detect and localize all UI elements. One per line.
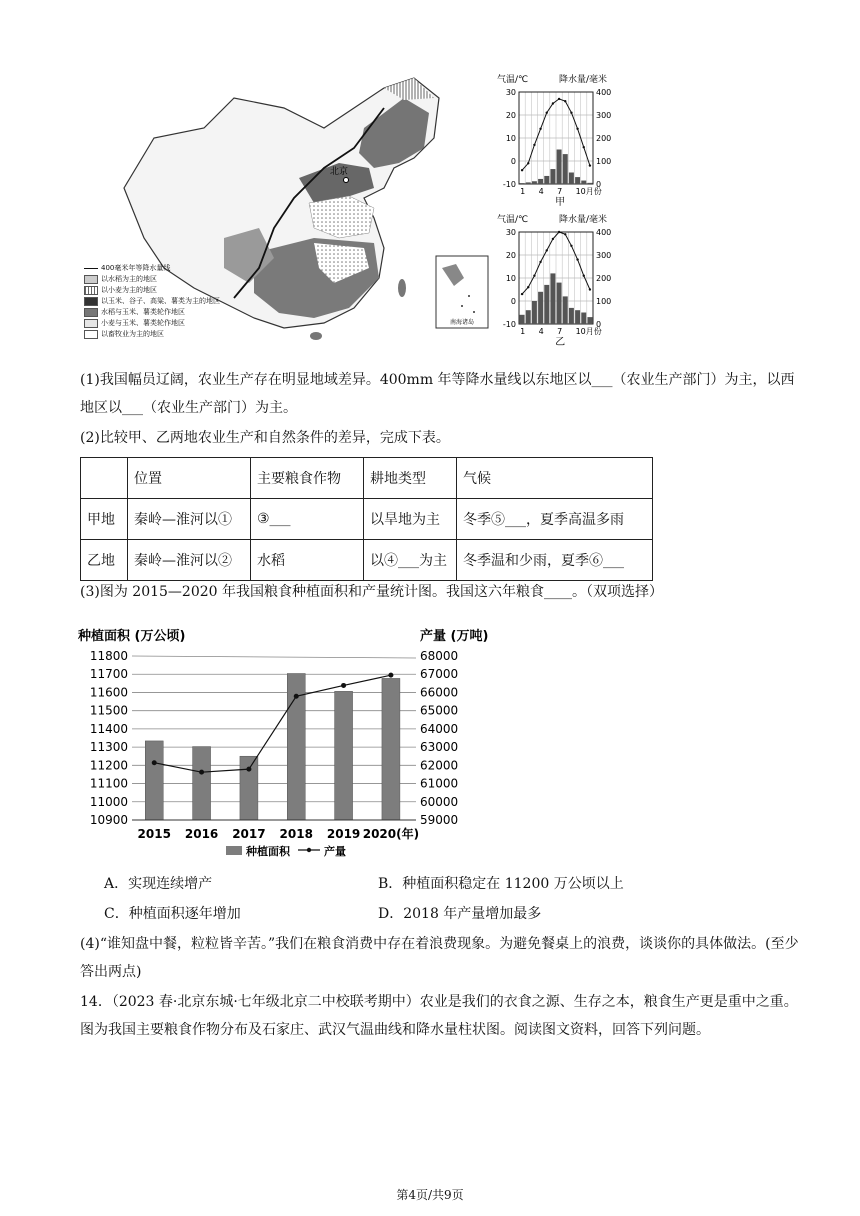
temperature-point xyxy=(533,144,535,146)
left-axis-tick: 11800 xyxy=(89,649,128,663)
question-1: (1)我国幅员辽阔，农业生产存在明显地域差异。400mm 年等降水量线以东地区以___（农业生产部门）为主，以西地区以___（农业生产部门）为主。 xyxy=(80,372,795,416)
temperature-point xyxy=(576,258,578,260)
temperature-point xyxy=(558,98,560,100)
question-2: (2)比较甲、乙两地农业生产和自然条件的差异，完成下表。 xyxy=(80,430,450,446)
area-bar xyxy=(335,691,353,820)
precipitation-bar xyxy=(575,177,580,184)
legend-production-dot xyxy=(307,848,311,852)
right-axis-tick: 59000 xyxy=(420,813,459,827)
left-axis-tick: 10900 xyxy=(89,813,128,827)
precipitation-bar xyxy=(538,292,543,324)
left-axis-tick: 11000 xyxy=(89,794,128,809)
left-axis-tick: 11500 xyxy=(89,703,128,718)
temperature-point xyxy=(521,169,523,171)
area-bar xyxy=(382,678,400,820)
precipitation-tick: 200 xyxy=(596,134,612,143)
month-tick: 10月份 xyxy=(575,187,602,196)
precipitation-tick: 400 xyxy=(596,88,612,97)
right-axis-tick: 61000 xyxy=(420,776,459,791)
left-axis-tick: 11600 xyxy=(89,685,128,700)
legend-item-isohyet: 400毫米年等降水量线 xyxy=(84,263,244,274)
precipitation-axis-title: 降水量/毫米 xyxy=(559,75,608,85)
table-cell: 秦岭—淮河以② xyxy=(128,540,251,581)
question-14: 14．（2023 春·北京东城·七年级北京二中校联考期中）农业是我们的衣食之源、生存之本，粮食生产更是重中之重。图为我国主要粮食作物分布及石家庄、武汉气温曲线和降水量柱状图。阅读图文资料，回答下列问题。 xyxy=(80,994,798,1038)
precipitation-bar xyxy=(538,179,543,184)
right-axis-tick: 62000 xyxy=(420,758,459,773)
temperature-point xyxy=(576,128,578,130)
x-axis-tick: 2017 xyxy=(232,827,266,841)
legend-area-label: 种植面积 xyxy=(246,845,290,858)
temperature-tick: 10 xyxy=(505,134,516,143)
temperature-point xyxy=(546,112,548,114)
page-footer: 第4页/共9页 xyxy=(396,1188,464,1202)
temperature-tick: 10 xyxy=(505,274,516,283)
precipitation-bar xyxy=(526,182,531,184)
table-cell: 甲地 xyxy=(81,499,128,540)
temperature-tick: 20 xyxy=(505,251,516,260)
x-axis-tick: 2020(年) xyxy=(362,827,420,841)
climate-chart-yi xyxy=(497,212,617,352)
temperature-point xyxy=(552,102,554,104)
temperature-tick: 0 xyxy=(510,297,516,306)
table-cell: 乙地 xyxy=(81,540,128,581)
temperature-point xyxy=(570,245,572,247)
table-header-cell: 气候 xyxy=(457,458,653,499)
temperature-point xyxy=(539,128,541,130)
south-china-sea-label: 南海诸岛 xyxy=(450,319,475,326)
right-axis-tick: 66000 xyxy=(420,685,459,700)
precipitation-bar xyxy=(563,154,568,184)
production-line xyxy=(154,675,391,772)
month-tick: 1 xyxy=(520,187,526,196)
precipitation-tick: 400 xyxy=(596,228,612,237)
area-bar xyxy=(240,756,258,820)
temperature-point xyxy=(533,275,535,277)
temperature-point xyxy=(539,261,541,263)
temperature-point xyxy=(521,293,523,295)
precipitation-bar xyxy=(526,310,531,324)
table-row xyxy=(81,540,653,581)
table-cell: 冬季温和少雨，夏季⑥___ xyxy=(457,540,653,581)
right-axis-title: 产量 (万吨) xyxy=(420,629,489,644)
production-point xyxy=(246,767,251,772)
table-cell: 以④___为主 xyxy=(364,540,457,581)
chart-name-label: 甲 xyxy=(555,197,566,208)
option-c[interactable]: C．种植面积逐年增加 xyxy=(104,906,241,922)
temperature-axis-title: 气温/℃ xyxy=(497,75,529,85)
precipitation-axis-title: 降水量/毫米 xyxy=(559,215,608,225)
month-tick: 1 xyxy=(520,327,526,336)
temperature-point xyxy=(558,231,560,233)
precipitation-tick: 0 xyxy=(596,320,602,329)
legend-item-rice: 以水稻为主的地区 xyxy=(84,274,244,285)
question-3: (3)图为 2015—2020 年我国粮食种植面积和产量统计图。我国这六年粮食____。（双项选择） xyxy=(80,584,663,600)
legend-production-label: 产量 xyxy=(324,845,346,858)
precipitation-bar xyxy=(569,173,574,185)
table-cell: 水稻 xyxy=(251,540,364,581)
left-axis-tick: 11200 xyxy=(89,758,128,773)
precipitation-bar xyxy=(557,283,562,324)
climate-chart-jia xyxy=(497,72,617,212)
precipitation-bar xyxy=(532,181,537,184)
precipitation-bar xyxy=(581,313,586,325)
gridline xyxy=(132,656,416,658)
precipitation-bar xyxy=(550,273,555,324)
x-axis-tick: 2016 xyxy=(184,827,219,841)
grain-area-production-chart xyxy=(76,618,506,866)
left-axis-tick: 11700 xyxy=(89,667,128,682)
temperature-tick: 0 xyxy=(510,157,516,166)
legend-item-pasture: 以畜牧业为主的地区 xyxy=(84,329,244,340)
legend-item-rice-rotation: 水稻与玉米、薯类轮作地区 xyxy=(84,307,244,318)
precipitation-bar xyxy=(544,285,549,324)
month-tick: 7 xyxy=(557,327,563,336)
temperature-point xyxy=(589,164,591,166)
production-point xyxy=(341,683,346,688)
left-axis-tick: 11300 xyxy=(89,740,128,755)
left-axis-tick: 11400 xyxy=(89,721,128,736)
legend-item-corn: 以玉米、谷子、高粱、薯类为主的地区 xyxy=(84,296,244,307)
x-axis-tick: 2019 xyxy=(326,827,361,841)
table-cell: ③___ xyxy=(251,499,364,540)
right-axis-tick: 67000 xyxy=(420,667,459,682)
month-tick: 7 xyxy=(557,187,563,196)
production-point xyxy=(199,770,204,775)
left-axis-title: 种植面积 (万公顷) xyxy=(78,629,186,644)
table-cell: 秦岭—淮河以① xyxy=(128,499,251,540)
temperature-tick: -10 xyxy=(502,320,516,329)
temperature-point xyxy=(583,275,585,277)
production-point xyxy=(294,694,299,699)
table-header-cell: 耕地类型 xyxy=(364,458,457,499)
month-tick: 10月份 xyxy=(575,327,602,336)
production-point xyxy=(152,760,157,765)
temperature-tick: 20 xyxy=(505,111,516,120)
map-legend xyxy=(84,263,244,340)
temperature-point xyxy=(589,288,591,290)
precipitation-tick: 100 xyxy=(596,297,612,306)
precipitation-tick: 0 xyxy=(596,180,602,189)
precipitation-tick: 200 xyxy=(596,274,612,283)
precipitation-bar xyxy=(587,183,592,184)
precipitation-bar xyxy=(563,296,568,324)
table-header-row xyxy=(81,458,653,499)
temperature-point xyxy=(546,249,548,251)
left-axis-tick: 11100 xyxy=(89,776,128,791)
comparison-table xyxy=(80,457,653,581)
table-row xyxy=(81,499,653,540)
table-header-cell: 主要粮食作物 xyxy=(251,458,364,499)
question-4: (4)“谁知盘中餐，粒粒皆辛苦。”我们在粮食消费中存在着浪费现象。为避免餐桌上的浪费，谈谈你的具体做法。(至少答出两点) xyxy=(80,936,799,980)
table-header-cell: 位置 xyxy=(128,458,251,499)
legend-item-wheat: 以小麦为主的地区 xyxy=(84,285,244,296)
temperature-axis-title: 气温/℃ xyxy=(497,215,529,225)
precipitation-bar xyxy=(544,176,549,184)
option-b[interactable]: B．种植面积稳定在 11200 万公顷以上 xyxy=(378,876,624,892)
temperature-tick: -10 xyxy=(502,180,516,189)
area-bar xyxy=(193,747,211,820)
temperature-point xyxy=(527,286,529,288)
precipitation-bar xyxy=(587,317,592,324)
temperature-point xyxy=(564,233,566,235)
x-axis-tick: 2018 xyxy=(279,827,313,841)
area-bar xyxy=(145,741,163,820)
precipitation-bar xyxy=(520,183,525,184)
temperature-point xyxy=(570,112,572,114)
chart-name-label: 乙 xyxy=(555,337,566,348)
temperature-point xyxy=(583,146,585,148)
option-a[interactable]: A．实现连续增产 xyxy=(104,876,213,892)
month-tick: 4 xyxy=(538,187,544,196)
option-d[interactable]: D．2018 年产量增加最多 xyxy=(378,906,542,922)
precipitation-tick: 100 xyxy=(596,157,612,166)
right-axis-tick: 68000 xyxy=(420,649,459,663)
table-cell: 冬季⑤___，夏季高温多雨 xyxy=(457,499,653,540)
x-axis-tick: 2015 xyxy=(137,827,171,841)
china-grain-crop-map xyxy=(84,68,494,360)
right-axis-tick: 60000 xyxy=(420,794,459,809)
precipitation-tick: 300 xyxy=(596,251,612,260)
precipitation-bar xyxy=(569,308,574,324)
right-axis-tick: 63000 xyxy=(420,740,459,755)
month-tick: 4 xyxy=(538,327,544,336)
temperature-tick: 30 xyxy=(505,228,516,237)
beijing-label: 北京 xyxy=(330,167,349,177)
right-axis-tick: 65000 xyxy=(420,703,459,718)
table-header-cell xyxy=(81,458,128,499)
temperature-tick: 30 xyxy=(505,88,516,97)
precipitation-bar xyxy=(520,315,525,324)
precipitation-bar xyxy=(575,310,580,324)
legend-area-swatch xyxy=(226,846,242,855)
precipitation-bar xyxy=(581,181,586,184)
temperature-point xyxy=(564,100,566,102)
legend-item-wheat-rotation: 小麦与玉米、薯类轮作地区 xyxy=(84,318,244,329)
right-axis-tick: 64000 xyxy=(420,721,459,736)
table-cell: 以旱地为主 xyxy=(364,499,457,540)
precipitation-bar xyxy=(557,150,562,185)
temperature-point xyxy=(552,238,554,240)
production-point xyxy=(388,673,393,678)
precipitation-bar xyxy=(550,169,555,184)
precipitation-tick: 300 xyxy=(596,111,612,120)
temperature-point xyxy=(527,162,529,164)
precipitation-bar xyxy=(532,301,537,324)
